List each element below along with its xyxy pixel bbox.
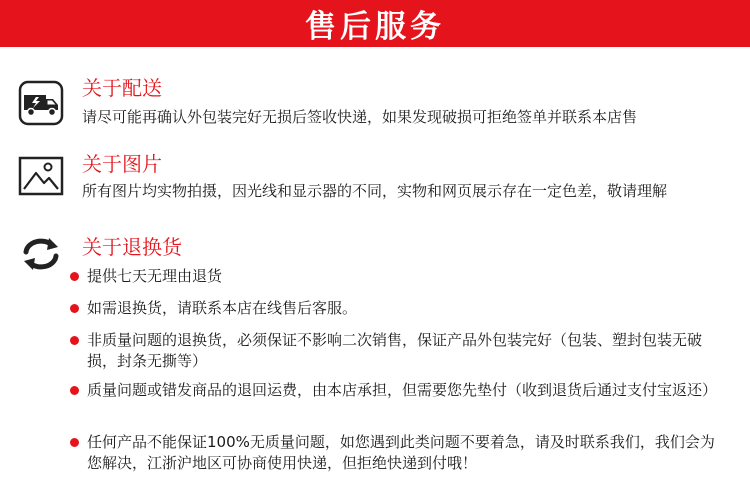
delivery-title: 关于配送: [82, 76, 162, 100]
images-section: [0, 150, 750, 210]
list-item-text: 如需退换货，请联系本店在线售后客服。: [87, 299, 358, 317]
images-title: 关于图片: [82, 152, 162, 176]
list-item-text: 任何产品不能保证100%无质量问题，如您遇到此类问题不要着急，请及时联系我们，我们会为您解决，江浙沪地区可协商使用快递，但拒绝快递到付哦！: [87, 433, 715, 472]
returns-title: 关于退换货: [82, 235, 182, 259]
truck-icon: [18, 80, 64, 126]
bullet-dot: [70, 272, 79, 281]
bullet-dot: [70, 438, 79, 447]
delivery-section: [0, 74, 750, 134]
bullet-dot: [70, 386, 79, 395]
bullet-dot: [70, 304, 79, 313]
list-item-text: 非质量问题的退换货，必须保证不影响二次销售，保证产品外包装完好（包装、塑封包装无破损，封条无撕等）: [87, 331, 703, 370]
list-item: [70, 266, 720, 287]
list-item: [70, 298, 720, 319]
list-item: [70, 380, 720, 422]
list-item: [70, 432, 720, 474]
list-item-text: 提供七天无理由退货: [87, 267, 223, 285]
picture-icon: [18, 156, 64, 196]
images-text: 所有图片均实物拍摄，因光线和显示器的不同，实物和网页展示存在一定色差，敬请理解: [82, 182, 668, 200]
list-item: [70, 330, 720, 372]
header-banner: [0, 0, 750, 47]
banner-title: 售后服务: [305, 9, 445, 45]
exchange-arrows-icon: [18, 234, 64, 274]
bullet-dot: [70, 336, 79, 345]
returns-section: [0, 232, 750, 497]
list-item-text: 质量问题或错发商品的退回运费，由本店承担，但需要您先垫付（收到退货后通过支付宝返还）: [87, 381, 718, 399]
delivery-text: 请尽可能再确认外包装完好无损后签收快递，如果发现破损可拒绝签单并联系本店售: [82, 108, 638, 126]
